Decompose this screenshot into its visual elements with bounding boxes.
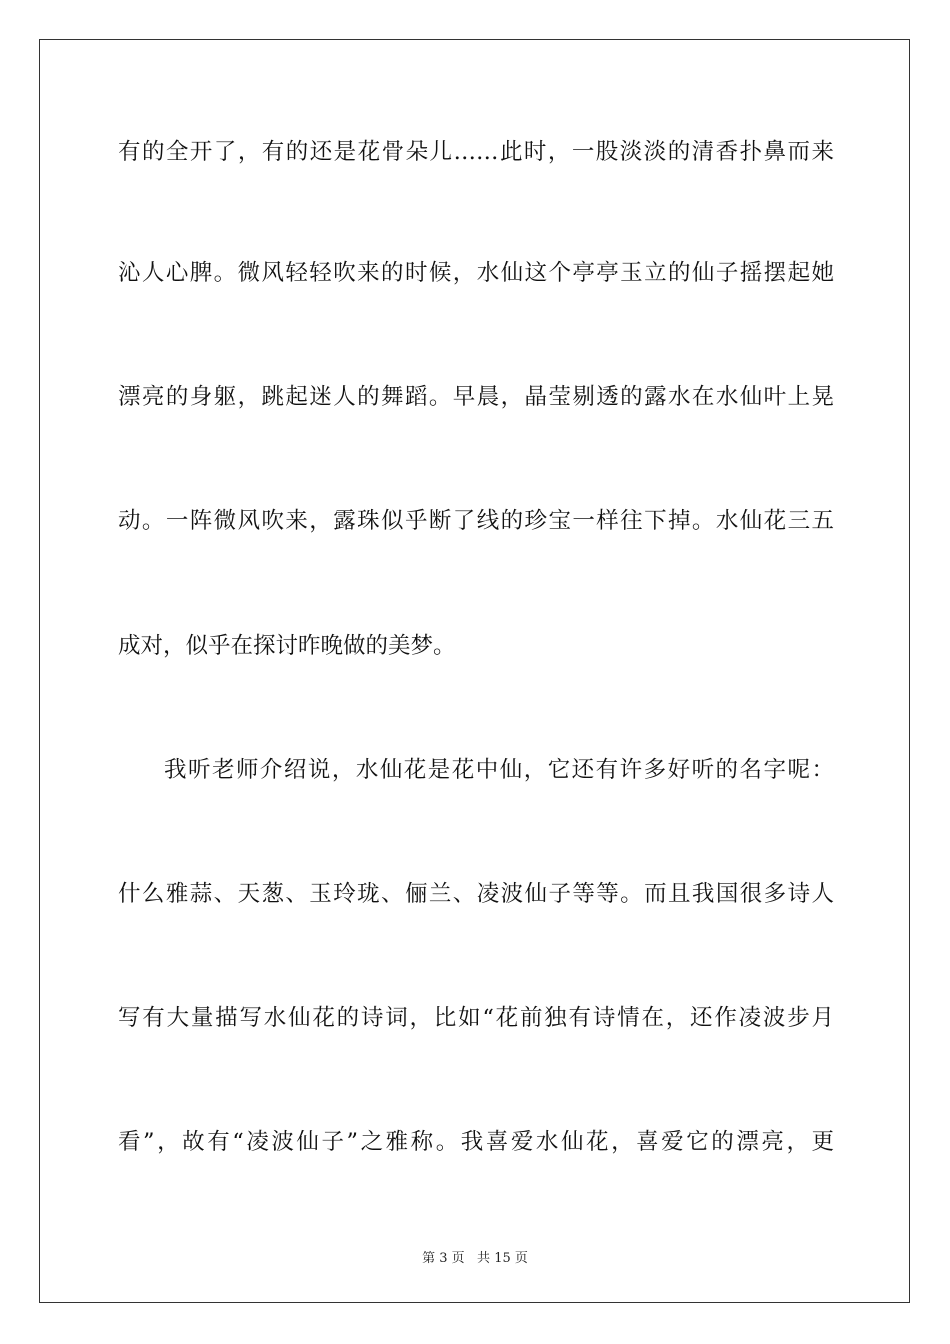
paragraph-line: 我听老师介绍说，水仙花是花中仙，它还有许多好听的名字呢： (164, 757, 834, 783)
paragraph-line: 看”，故有“凌波仙子”之雅称。我喜爱水仙花，喜爱它的漂亮，更 (118, 1129, 834, 1155)
page-number: 第 3 页 共 15 页 (422, 1251, 528, 1266)
paragraph-line: 沁人心脾。微风轻轻吹来的时候，水仙这个亭亭玉立的仙子摇摆起她 (118, 260, 834, 286)
paragraph-line: 成对，似乎在探讨昨晚做的美梦。 (118, 633, 456, 659)
paragraph-line: 有的全开了，有的还是花骨朵儿……此时，一股淡淡的清香扑鼻而来 (118, 139, 834, 165)
paragraph-line: 写有大量描写水仙花的诗词，比如“花前独有诗情在，还作凌波步月 (118, 1005, 834, 1031)
paragraph-line: 动。一阵微风吹来，露珠似乎断了线的珍宝一样往下掉。水仙花三五 (118, 508, 834, 534)
paragraph-line: 漂亮的身躯，跳起迷人的舞蹈。早晨，晶莹剔透的露水在水仙叶上晃 (118, 384, 834, 410)
page-border (39, 39, 910, 1303)
paragraph-line: 什么雅蒜、天葱、玉玲珑、俪兰、凌波仙子等等。而且我国很多诗人 (118, 881, 834, 907)
